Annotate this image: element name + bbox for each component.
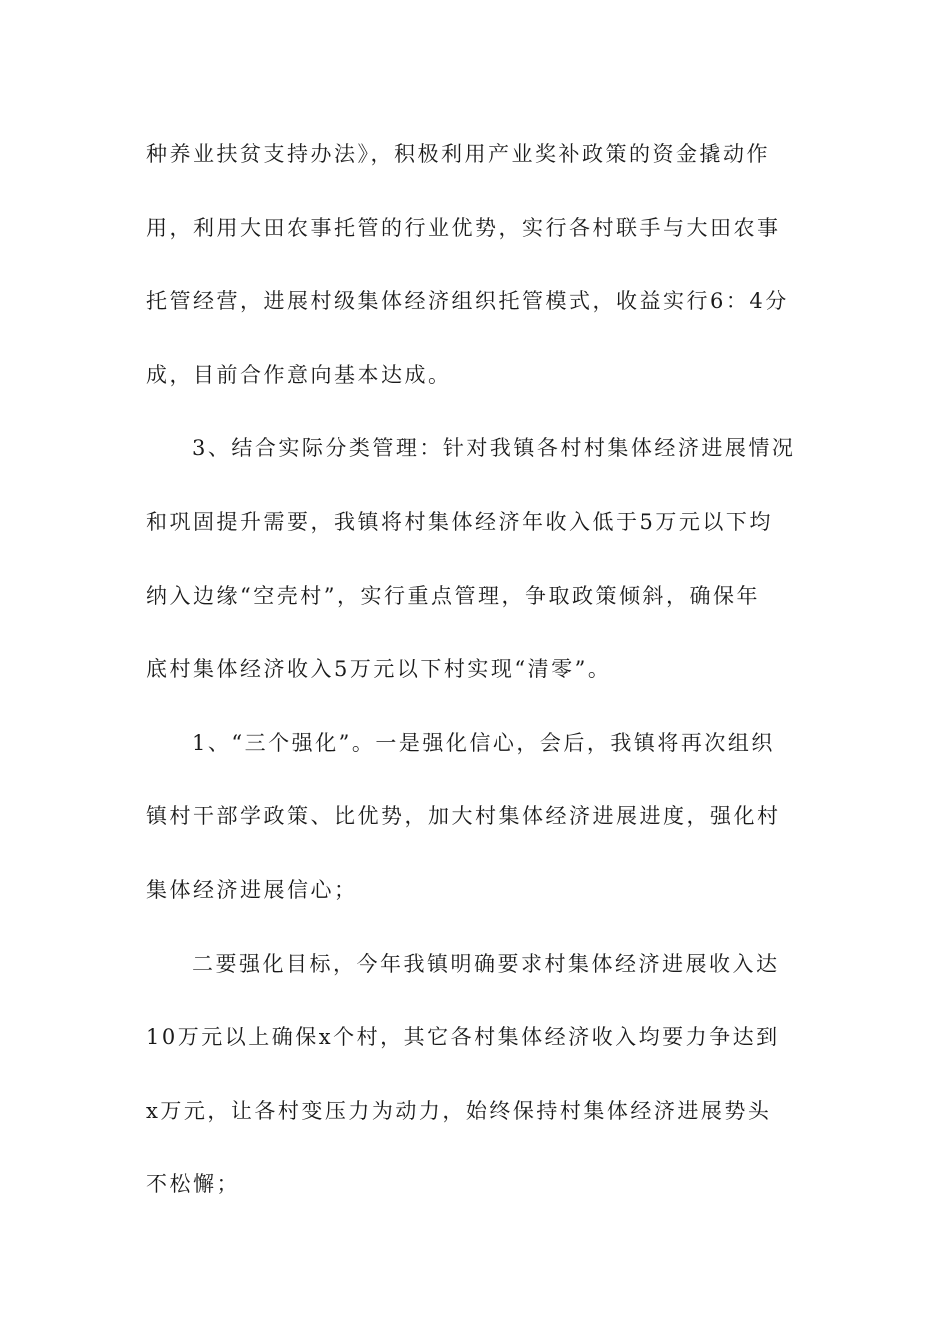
paragraph-line: 种养业扶贫支持办法》，积极利用产业奖补政策的资金撬动作 <box>146 142 770 166</box>
paragraph-line: 托管经营，进展村级集体经济组织托管模式，收益实行6：4分 <box>146 289 789 314</box>
paragraph-line: 和巩固提升需要，我镇将村集体经济年收入低于5万元以下均 <box>146 509 773 534</box>
paragraph-line: 成，目前合作意向基本达成。 <box>146 362 452 387</box>
paragraph-line: 集体经济进展信心； <box>146 877 358 902</box>
paragraph-line: 底村集体经济收入5万元以下村实现“清零”。 <box>146 657 612 682</box>
paragraph-line: x万元，让各村变压力为动力，始终保持村集体经济进展势头 <box>146 1098 772 1123</box>
paragraph-line: 镇村干部学政策、比优势，加大村集体经济进展进度，强化村 <box>146 804 781 829</box>
document-body <box>146 130 806 1234</box>
paragraph-line: 二要强化目标，今年我镇明确要求村集体经济进展收入达 <box>192 951 780 976</box>
paragraph-line: 1、“三个强化”。一是强化信心，会后，我镇将再次组织 <box>192 730 775 755</box>
paragraph-line: 10万元以上确保x个村，其它各村集体经济收入均要力争达到 <box>146 1025 780 1050</box>
paragraph-line: 纳入边缘“空壳村”，实行重点管理，争取政策倾斜，确保年 <box>146 583 760 608</box>
paragraph-line: 3、结合实际分类管理：针对我镇各村村集体经济进展情况 <box>192 436 796 461</box>
paragraph-line: 用，利用大田农事托管的行业优势，实行各村联手与大田农事 <box>146 215 781 240</box>
paragraph-line: 不松懈； <box>146 1172 240 1197</box>
